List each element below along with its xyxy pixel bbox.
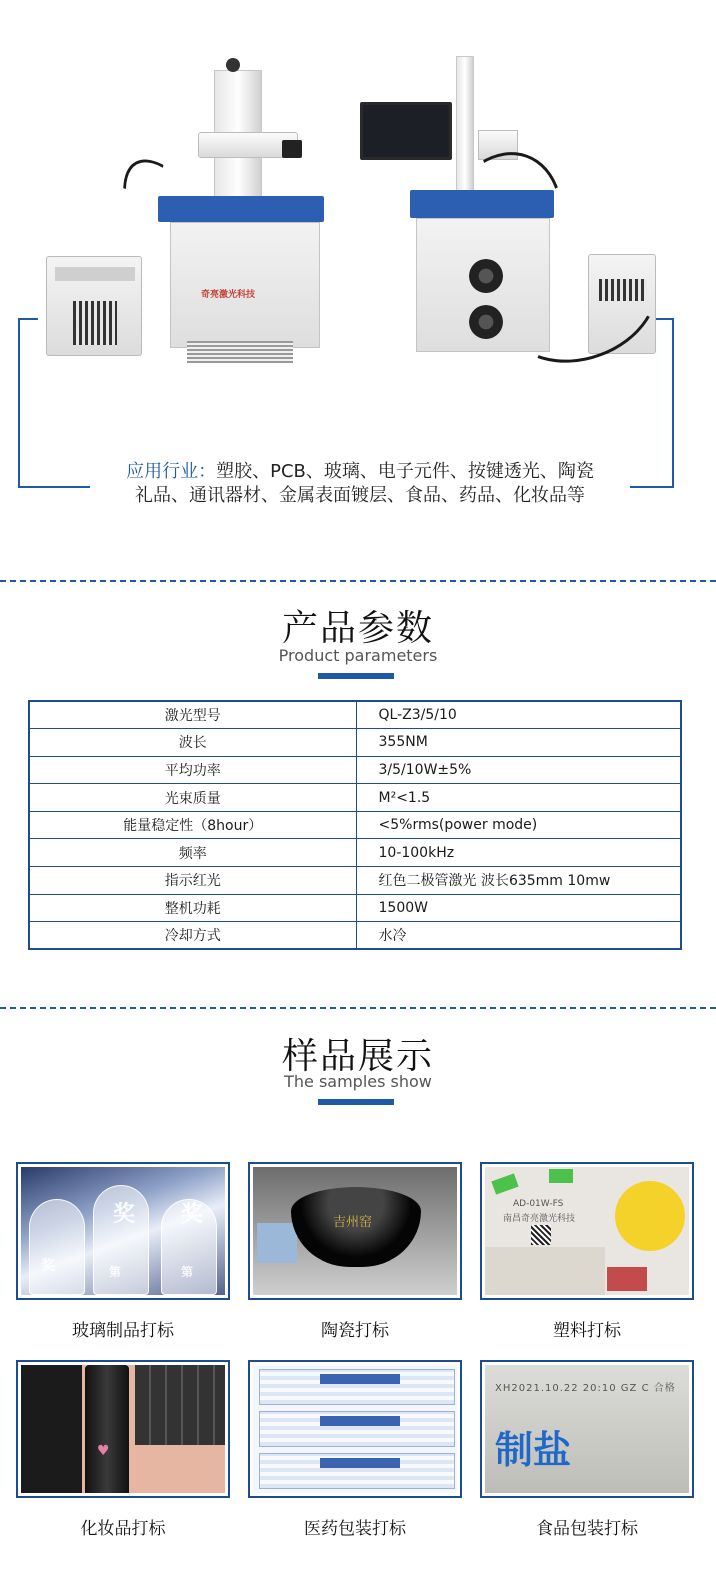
trophy-shape — [29, 1199, 85, 1295]
params-title-bar — [318, 673, 394, 679]
param-row — [29, 894, 681, 922]
sample-frame — [16, 1360, 230, 1498]
param-value: 水冷 — [356, 922, 681, 950]
sample-caption: 化妆品打标 — [80, 1519, 166, 1539]
plastic-text: 南昌奇亮激光科技 — [503, 1214, 576, 1224]
sample-caption: 食品包装打标 — [536, 1519, 638, 1539]
yellow-disc — [615, 1181, 685, 1251]
sample-card-pharma — [248, 1360, 462, 1539]
sample-frame — [248, 1162, 462, 1300]
param-key: 波长 — [29, 729, 356, 757]
chiller-vents — [73, 301, 117, 345]
param-row — [29, 729, 681, 757]
industry-text — [90, 460, 630, 508]
sample-photo-cosmetic — [21, 1365, 225, 1493]
red-part — [607, 1267, 647, 1291]
sample-photo-glass — [21, 1167, 225, 1295]
sample-photo-pharma — [253, 1365, 457, 1493]
sample-frame — [16, 1162, 230, 1300]
params-title: 产品参数 — [281, 608, 434, 649]
param-row — [29, 839, 681, 867]
sample-photo-ceramic — [253, 1167, 457, 1295]
adjust-knob-icon — [226, 58, 240, 72]
sample-caption: 玻璃制品打标 — [72, 1321, 174, 1341]
engraved-text: 第 — [109, 1265, 122, 1279]
cabinet-grill — [187, 341, 293, 363]
param-value: 10-100kHz — [356, 839, 681, 867]
heart-icon: ♥ — [97, 1443, 110, 1459]
samples-title-bar — [318, 1099, 394, 1105]
qr-code-icon — [531, 1225, 551, 1245]
section-divider — [0, 1007, 716, 1009]
hero-section — [0, 0, 716, 560]
brand-logo: 奇亮激光科技 — [201, 290, 256, 300]
sample-frame — [480, 1162, 694, 1300]
param-key: 平均功率 — [29, 756, 356, 784]
param-key: 能量稳定性（8hour） — [29, 811, 356, 839]
sample-frame — [248, 1360, 462, 1498]
param-key: 光束质量 — [29, 784, 356, 812]
param-value: <5%rms(power mode) — [356, 811, 681, 839]
engraved-text: 奖 — [181, 1202, 204, 1227]
label-header — [320, 1458, 400, 1468]
package-label — [259, 1411, 455, 1447]
plastic-text: AD-01W-FS — [513, 1199, 564, 1209]
package-label — [259, 1369, 455, 1405]
sample-photo-food — [485, 1365, 689, 1493]
monitor — [360, 102, 452, 160]
lipstick-tube — [85, 1365, 129, 1493]
green-part — [491, 1173, 518, 1194]
label-header — [320, 1374, 400, 1384]
engraved-text: 奖 — [113, 1202, 136, 1227]
param-row — [29, 867, 681, 895]
samples-title: 样品展示 — [281, 1036, 434, 1077]
sample-caption: 陶瓷打标 — [321, 1321, 389, 1341]
param-key: 冷却方式 — [29, 922, 356, 950]
samples-subtitle: The samples show — [284, 1072, 432, 1091]
param-value: 1500W — [356, 894, 681, 922]
param-row — [29, 811, 681, 839]
industry-line-2: 礼品、通讯器材、金属表面镀层、食品、药品、化妆品等 — [135, 485, 585, 506]
param-value: 355NM — [356, 729, 681, 757]
sample-card-plastic — [480, 1162, 694, 1341]
laser-lens — [282, 140, 302, 158]
bowl-mark: 吉州窑 — [333, 1215, 373, 1230]
param-key: 激光型号 — [29, 701, 356, 729]
sample-caption: 医药包装打标 — [304, 1519, 406, 1539]
keyboard-shape — [135, 1365, 225, 1445]
industry-label: 应用行业： — [126, 461, 217, 482]
engraved-text: 奖 — [41, 1258, 55, 1274]
param-value: QL-Z3/5/10 — [356, 701, 681, 729]
param-row — [29, 922, 681, 950]
param-key: 频率 — [29, 839, 356, 867]
food-brand-text: 制盐 — [495, 1428, 572, 1472]
param-value: 红色二极管激光 波长635mm 10mw — [356, 867, 681, 895]
chiller-left — [46, 256, 142, 356]
section-divider — [0, 580, 716, 582]
sample-card-food — [480, 1360, 694, 1539]
green-part — [549, 1169, 573, 1183]
package-label — [259, 1453, 455, 1489]
background-screen — [257, 1223, 297, 1263]
sample-card-ceramic — [248, 1162, 462, 1341]
param-key: 整机功耗 — [29, 894, 356, 922]
industry-line-1 — [96, 460, 624, 484]
sample-caption: 塑料打标 — [553, 1321, 621, 1341]
sample-card-glass — [16, 1162, 230, 1341]
params-table — [28, 700, 682, 950]
food-print-code: XH2021.10.22 20:10 GZ C 合格 — [495, 1383, 676, 1394]
engraved-text: 第 — [181, 1265, 194, 1279]
param-key: 指示红光 — [29, 867, 356, 895]
param-row — [29, 701, 681, 729]
sample-card-cosmetic — [16, 1360, 230, 1539]
sample-frame — [480, 1360, 694, 1498]
param-row — [29, 784, 681, 812]
params-subtitle: Product parameters — [278, 646, 438, 665]
param-value: 3/5/10W±5% — [356, 756, 681, 784]
chiller-panel — [55, 267, 135, 281]
param-row — [29, 756, 681, 784]
sample-photo-plastic — [485, 1167, 689, 1295]
param-value: M²<1.5 — [356, 784, 681, 812]
label-header — [320, 1416, 400, 1426]
plastic-board — [485, 1247, 605, 1295]
industry-list-1: 塑胶、PCB、玻璃、电子元件、按键透光、陶瓷 — [216, 461, 594, 482]
fan-icon — [469, 305, 503, 339]
